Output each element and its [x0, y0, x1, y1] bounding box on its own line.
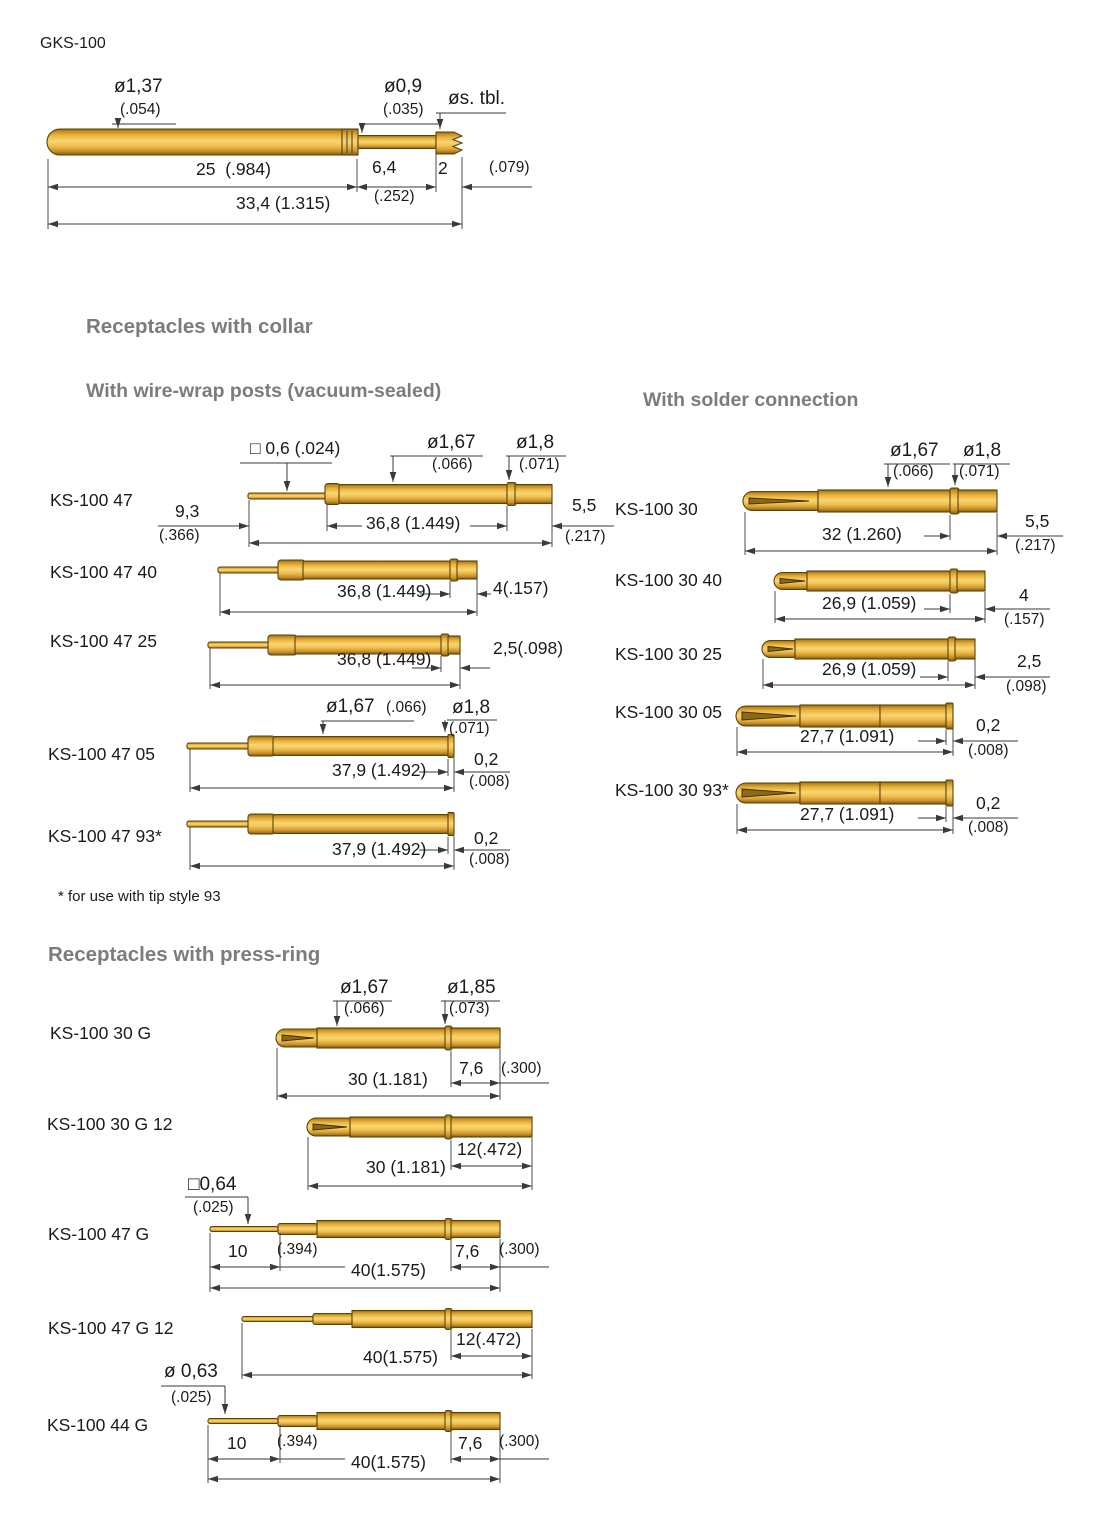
l4-dim2: 37,9 (1.492)	[332, 760, 427, 780]
row-label-ks100-47: KS-100 47	[50, 490, 133, 510]
p3-square-dim-inch: (.025)	[193, 1199, 234, 1216]
r4-dim3: 0,2	[976, 715, 1001, 735]
p3-dim3-inch: (.300)	[499, 1241, 540, 1258]
row-label-ks100-47-05: KS-100 47 05	[48, 744, 156, 764]
l1-dia1-inch: (.066)	[432, 456, 473, 473]
p5-dia1-inch: (.025)	[171, 1389, 212, 1406]
gks-len3-inch: (.079)	[489, 159, 530, 176]
r1-dia1-inch: (.066)	[893, 463, 934, 480]
p5-dim1: 10	[227, 1433, 247, 1453]
l2-dim2: 36,8 (1.449)	[337, 581, 432, 601]
p1-dim3-inch: (.300)	[501, 1060, 542, 1077]
p1-dim2: 30 (1.181)	[348, 1069, 428, 1089]
gks-dia1-inch: (.054)	[120, 101, 161, 118]
row-label-ks100-47-40: KS-100 47 40	[50, 562, 158, 582]
l1-dia2: ø1,8	[516, 432, 555, 453]
gks-len2-inch: (.252)	[374, 188, 415, 205]
l1-dia2-inch: (.071)	[519, 456, 560, 473]
p4-dim2: 40(1.575)	[363, 1347, 438, 1367]
l1-dim3-inch: (.217)	[565, 528, 606, 545]
r5-dim2: 27,7 (1.091)	[800, 804, 895, 824]
l5-dim2: 37,9 (1.492)	[332, 839, 427, 859]
heading-wire-wrap: With wire-wrap posts (vacuum-sealed)	[86, 380, 442, 402]
row-label-ks100-44g: KS-100 44 G	[47, 1415, 149, 1435]
r1-dia1: ø1,67	[890, 440, 939, 461]
p2-dim3: 12(.472)	[457, 1139, 523, 1159]
row-label-ks100-47g12: KS-100 47 G 12	[48, 1318, 174, 1338]
l1-square-post-dim: □ 0,6 (.024)	[250, 438, 341, 458]
gks-dia1-label: ø1,37	[114, 76, 163, 97]
p1-dim3: 7,6	[459, 1058, 484, 1078]
r1-dim3: 5,5	[1025, 511, 1050, 531]
r1-dia2-inch: (.071)	[959, 463, 1000, 480]
row-label-ks100-47g: KS-100 47 G	[48, 1224, 150, 1244]
r1-dim2: 32 (1.260)	[822, 524, 902, 544]
l3-dim3: 2,5(.098)	[493, 638, 564, 658]
p5-dim1-inch: (.394)	[277, 1433, 318, 1450]
r3-dim2: 26,9 (1.059)	[822, 659, 917, 679]
row-label-ks100-30-40: KS-100 30 40	[615, 570, 723, 590]
p5-dim3: 7,6	[458, 1433, 483, 1453]
l4-dim3-inch: (.008)	[469, 773, 510, 790]
l1-dim1-inch: (.366)	[159, 527, 200, 544]
r2-dim2: 26,9 (1.059)	[822, 593, 917, 613]
p5-dia1: ø 0,63	[164, 1361, 218, 1382]
l5-dim3-inch: (.008)	[469, 851, 510, 868]
row-label-ks100-30-25: KS-100 30 25	[615, 644, 723, 664]
r1-dia2: ø1,8	[963, 440, 1002, 461]
page-title: GKS-100	[40, 35, 106, 52]
p1-dia2-inch: (.073)	[449, 1000, 490, 1017]
p3-dim3: 7,6	[455, 1241, 480, 1261]
p3-square-dim: □0,64	[188, 1174, 237, 1195]
p4-dim3: 12(.472)	[456, 1329, 522, 1349]
l4-dia2-inch: (.071)	[449, 720, 490, 737]
r2-dim3: 4	[1019, 585, 1029, 605]
heading-press-ring: Receptacles with press-ring	[48, 943, 321, 966]
p5-dim2: 40(1.575)	[351, 1452, 426, 1472]
l3-dim2: 36,8 (1.449)	[337, 649, 432, 669]
p1-dia1-inch: (.066)	[344, 1000, 385, 1017]
l4-dim3: 0,2	[474, 749, 499, 769]
footnote: * for use with tip style 93	[58, 888, 221, 905]
p1-dia1: ø1,67	[340, 977, 389, 998]
l1-dim2: 36,8 (1.449)	[366, 513, 461, 533]
l4-dia1: ø1,67	[326, 696, 375, 717]
l4-dia1-inch: (.066)	[386, 699, 427, 716]
r1-dim3-inch: (.217)	[1015, 537, 1056, 554]
gks-len1-label: 25 (.984)	[196, 159, 271, 179]
l5-dim3: 0,2	[474, 828, 499, 848]
gks-total-label: 33,4 (1.315)	[236, 193, 331, 213]
gks-dia2-label: ø0,9	[384, 76, 423, 97]
p1-dia2: ø1,85	[447, 977, 496, 998]
ks-100-44-g-drawing	[208, 1411, 549, 1484]
row-label-ks100-30-05: KS-100 30 05	[615, 702, 723, 722]
r5-dim3: 0,2	[976, 793, 1001, 813]
row-label-ks100-30-93: KS-100 30 93*	[615, 780, 729, 800]
r4-dim3-inch: (.008)	[968, 742, 1009, 759]
heading-receptacles-collar: Receptacles with collar	[86, 315, 313, 338]
r5-dim3-inch: (.008)	[968, 819, 1009, 836]
r3-dim3: 2,5	[1017, 651, 1042, 671]
l1-dim1: 9,3	[175, 501, 200, 521]
row-label-ks100-30: KS-100 30	[615, 499, 698, 519]
p3-dim1-inch: (.394)	[277, 1241, 318, 1258]
p2-dim2: 30 (1.181)	[366, 1157, 446, 1177]
row-label-ks100-47-93: KS-100 47 93*	[48, 826, 162, 846]
l4-dia2: ø1,8	[452, 697, 491, 718]
r3-dim3-inch: (.098)	[1006, 678, 1047, 695]
l2-dim3: 4(.157)	[493, 578, 549, 598]
gks-dia2-inch: (.035)	[383, 101, 424, 118]
p5-dim3-inch: (.300)	[499, 1433, 540, 1450]
row-label-ks100-30g12: KS-100 30 G 12	[47, 1114, 173, 1134]
gks-len3-label: 2	[438, 158, 448, 178]
p3-dim2: 40(1.575)	[351, 1260, 426, 1280]
row-label-ks100-30g: KS-100 30 G	[50, 1023, 152, 1043]
heading-solder: With solder connection	[643, 389, 859, 411]
gks-dia3-label: øs. tbl.	[448, 88, 506, 109]
p3-dim1: 10	[228, 1241, 248, 1261]
r2-dim3-inch: (.157)	[1004, 611, 1045, 628]
gks-len2-label: 6,4	[372, 157, 397, 177]
l1-dia1: ø1,67	[427, 432, 476, 453]
row-label-ks100-47-25: KS-100 47 25	[50, 631, 158, 651]
r4-dim2: 27,7 (1.091)	[800, 726, 895, 746]
l1-dim3: 5,5	[572, 495, 597, 515]
